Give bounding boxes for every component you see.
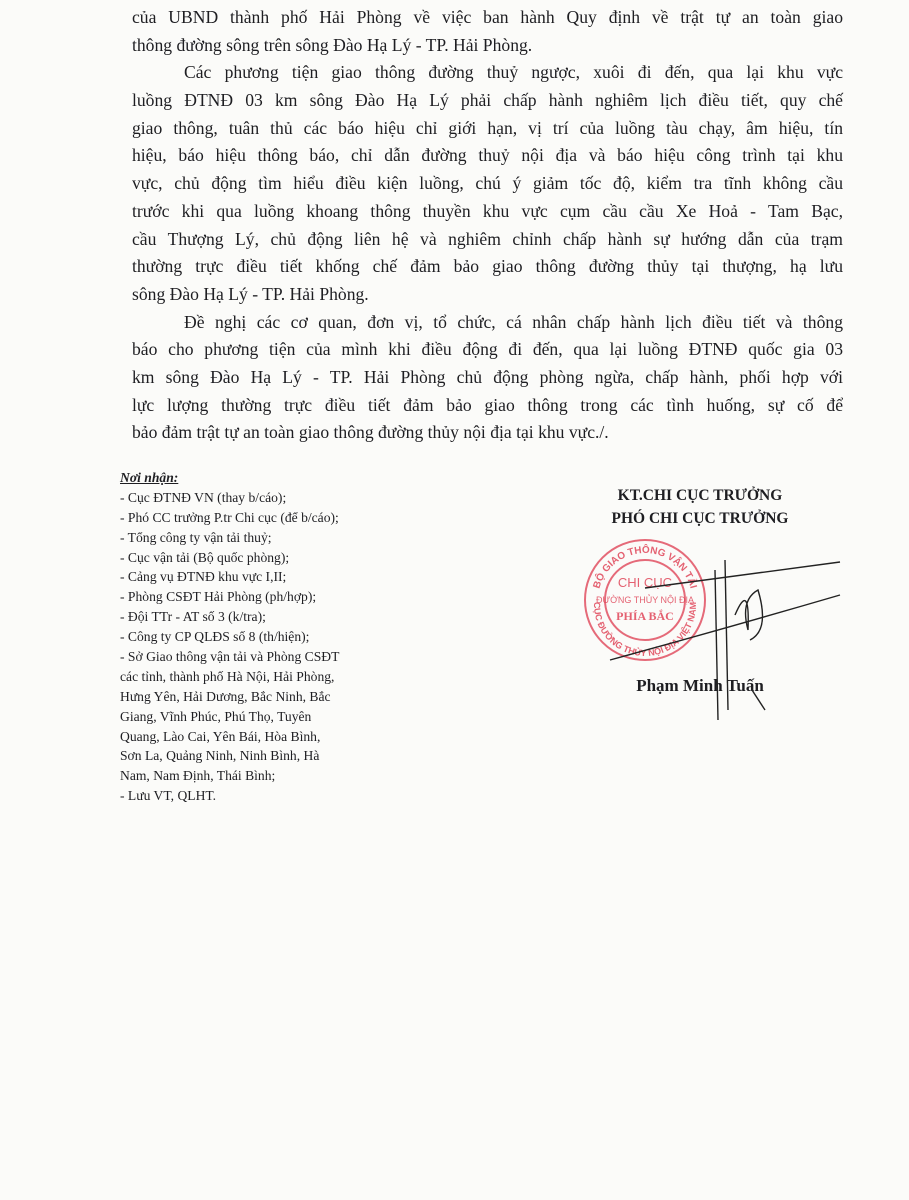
recipient-item: các tỉnh, thành phố Hà Nội, Hải Phòng,	[120, 668, 335, 684]
recipient-item: Giang, Vĩnh Phúc, Phú Thọ, Tuyên	[120, 708, 312, 724]
recipient-item: - Cục vận tải (Bộ quốc phòng);	[120, 549, 290, 565]
recipient-item: - Phó CC trưởng P.tr Chi cục (để b/cáo);	[120, 509, 339, 525]
paragraph-line: thường trực điều tiết khống chế đảm bảo giao thông đường thủy tại thượng, hạ lưu	[132, 256, 843, 277]
paragraph-line: lực lượng thường trực điều tiết đảm bảo giao thông trong các tình huống, sự cố để	[132, 394, 843, 415]
svg-text:PHÍA BẮC: PHÍA BẮC	[616, 609, 674, 623]
svg-text:CHI CỤC: CHI CỤC	[617, 575, 673, 590]
paragraph-line: hiệu, báo hiệu thông báo, chỉ dẫn đường thuỷ nội địa và báo hiệu công trình tại khu	[132, 145, 843, 166]
recipient-item: - Tổng công ty vận tải thuỷ;	[120, 529, 272, 545]
recipient-item: Nam, Nam Định, Thái Bình;	[120, 768, 276, 784]
paragraph-line: thông đường sông trên sông Đào Hạ Lý - TP. Hải Phòng.	[132, 34, 533, 55]
paragraph-line: Các phương tiện giao thông đường thuỷ ngược, xuôi đi đến, qua lại khu vực	[184, 62, 843, 83]
recipients-title: Nơi nhận:	[120, 470, 179, 485]
signer-title-2: PHÓ CHI CỤC TRƯỞNG	[611, 510, 789, 527]
paragraph-line: giao thông, tuân thủ các báo hiệu chỉ giới hạn, vị trí của luồng tàu chạy, âm hiệu, tín	[132, 117, 843, 138]
recipient-item: Quang, Lào Cai, Yên Bái, Hòa Bình,	[120, 728, 321, 744]
signer-name: Phạm Minh Tuấn	[636, 676, 764, 695]
recipient-item: - Công ty CP QLĐS số 8 (th/hiện);	[120, 629, 310, 645]
signer-title-1: KT.CHI CỤC TRƯỞNG	[617, 487, 783, 504]
recipient-item: - Cảng vụ ĐTNĐ khu vực I,II;	[120, 569, 287, 585]
paragraph-line: luồng ĐTNĐ 03 km sông Đào Hạ Lý phải chấp hành nghiêm lịch điều tiết, quy chế	[132, 90, 843, 111]
recipients-block	[120, 468, 420, 806]
paragraph-line: km sông Đào Hạ Lý - TP. Hải Phòng chủ động phòng ngừa, chấp hành, phối hợp với	[132, 366, 843, 387]
paragraph-line: của UBND thành phố Hải Phòng về việc ban hành Quy định về trật tự an toàn giao	[132, 7, 843, 27]
paragraph-line: cầu Thượng Lý, chủ động liên hệ và nghiêm chỉnh chấp hành sự hướng dẫn của trạm	[132, 228, 843, 249]
paragraph-line: bảo đảm trật tự an toàn giao thông đường thủy nội địa tại khu vực./.	[132, 422, 609, 443]
paragraph-line: Đề nghị các cơ quan, đơn vị, tổ chức, cá nhân chấp hành lịch điều tiết và thông	[184, 311, 843, 332]
recipient-item: Hưng Yên, Hải Dương, Bắc Ninh, Bắc	[120, 688, 331, 704]
svg-text:CỤC ĐƯỜNG THỦY NỘI ĐỊA VIỆT NA: CỤC ĐƯỜNG THỦY NỘI ĐỊA VIỆT NAM	[591, 601, 699, 659]
paragraph-line: trước khi qua luồng khoang thông thuyền khu vực cụm cầu cầu Xe Hoả - Tam Bạc,	[132, 200, 843, 221]
document-body	[132, 4, 843, 447]
handwritten-signature	[600, 520, 860, 720]
recipient-item: - Phòng CSĐT Hải Phòng (ph/hợp);	[120, 589, 317, 605]
recipient-item: - Cục ĐTNĐ VN (thay b/cáo);	[120, 489, 287, 505]
paragraph-line: báo cho phương tiện của mình khi điều động đi đến, qua lại luồng ĐTNĐ quốc gia 03	[132, 339, 843, 360]
svg-text:BỘ GIAO THÔNG VẬN TẢI: BỘ GIAO THÔNG VẬN TẢI	[591, 544, 699, 590]
svg-text:ĐƯỜNG THỦY NỘI ĐỊA: ĐƯỜNG THỦY NỘI ĐỊA	[595, 595, 695, 605]
paragraph-line: vực, chủ động tìm hiểu điều kiện luồng, chú ý giảm tốc độ, kiểm tra tĩnh không cầu	[132, 173, 843, 194]
recipient-item: - Đội TTr - AT số 3 (k/tra);	[120, 609, 266, 625]
recipient-item: Sơn La, Quảng Ninh, Ninh Bình, Hà	[120, 748, 320, 764]
recipient-item: - Sở Giao thông vận tải và Phòng CSĐT	[120, 649, 340, 665]
recipient-item: - Lưu VT, QLHT.	[120, 788, 217, 804]
paragraph-line: sông Đào Hạ Lý - TP. Hải Phòng.	[132, 283, 369, 304]
